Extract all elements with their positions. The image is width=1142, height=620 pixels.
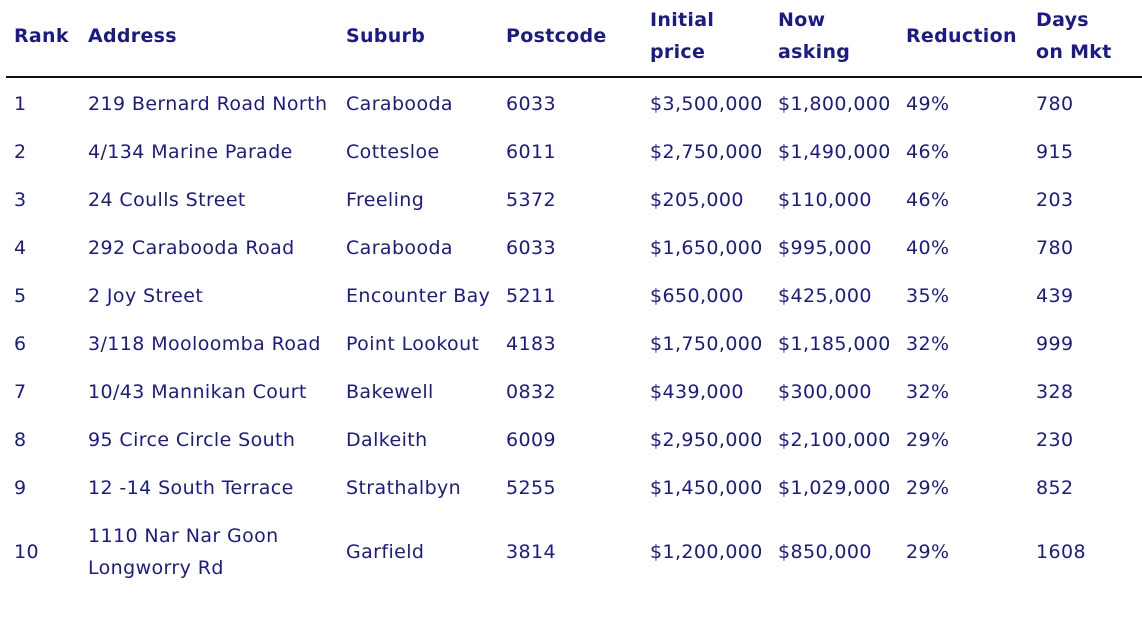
table-row: [6, 176, 1142, 224]
cell-initial-price: $205,000: [650, 189, 744, 211]
header-postcode: Postcode: [498, 0, 642, 77]
cell-initial-price: $1,450,000: [650, 477, 763, 499]
header-row: [6, 0, 1142, 77]
cell-now-asking: $1,800,000: [778, 93, 891, 115]
cell-rank: 3: [14, 189, 27, 211]
cell-reduction: 32%: [906, 333, 950, 355]
cell-days-on-mkt: 999: [1036, 333, 1074, 355]
cell-address: 219 Bernard Road North: [88, 93, 328, 115]
cell-reduction: 29%: [906, 477, 950, 499]
table-header: [6, 0, 1142, 77]
cell-postcode: 6033: [506, 237, 556, 259]
cell-suburb: Dalkeith: [346, 429, 428, 451]
cell-suburb: Strathalbyn: [346, 477, 462, 499]
cell-reduction: 49%: [906, 93, 950, 115]
price-reductions-table: [6, 0, 1142, 592]
cell-days-on-mkt: 915: [1036, 141, 1074, 163]
cell-initial-price: $2,750,000: [650, 141, 763, 163]
header-initial-price: Initial price: [642, 0, 770, 77]
table-row: [6, 416, 1142, 464]
cell-rank: 2: [14, 141, 27, 163]
cell-initial-price: $1,750,000: [650, 333, 763, 355]
cell-rank: 5: [14, 285, 27, 307]
cell-postcode: 4183: [506, 333, 556, 355]
table-row: [6, 128, 1142, 176]
cell-suburb: Carabooda: [346, 93, 453, 115]
cell-days-on-mkt: 439: [1036, 285, 1074, 307]
cell-reduction: 35%: [906, 285, 950, 307]
cell-now-asking: $1,490,000: [778, 141, 891, 163]
cell-days-on-mkt: 230: [1036, 429, 1074, 451]
cell-now-asking: $425,000: [778, 285, 872, 307]
cell-suburb: Garfield: [346, 541, 425, 563]
cell-suburb: Cottesloe: [346, 141, 440, 163]
cell-days-on-mkt: 852: [1036, 477, 1074, 499]
table-row: [6, 272, 1142, 320]
cell-initial-price: $3,500,000: [650, 93, 763, 115]
cell-initial-price: $2,950,000: [650, 429, 763, 451]
cell-days-on-mkt: 328: [1036, 381, 1074, 403]
cell-postcode: 5372: [506, 189, 556, 211]
table-row: [6, 77, 1142, 128]
header-address: Address: [80, 0, 338, 77]
cell-address: 10/43 Mannikan Court: [88, 381, 307, 403]
cell-rank: 4: [14, 237, 27, 259]
header-reduction: Reduction: [898, 0, 1028, 77]
cell-address: 292 Carabooda Road: [88, 237, 295, 259]
cell-postcode: 3814: [506, 541, 556, 563]
cell-postcode: 5211: [506, 285, 556, 307]
table-row: [6, 224, 1142, 272]
cell-reduction: 29%: [906, 541, 950, 563]
cell-rank: 9: [14, 477, 27, 499]
header-rank: Rank: [6, 0, 80, 77]
cell-suburb: Encounter Bay: [346, 285, 491, 307]
header-days-on-mkt: Days on Mkt: [1028, 0, 1142, 77]
table-row: [6, 512, 1142, 592]
cell-initial-price: $650,000: [650, 285, 744, 307]
cell-days-on-mkt: 203: [1036, 189, 1074, 211]
cell-reduction: 46%: [906, 141, 950, 163]
cell-suburb: Point Lookout: [346, 333, 480, 355]
cell-address: 12 -14 South Terrace: [88, 477, 294, 499]
cell-now-asking: $995,000: [778, 237, 872, 259]
cell-reduction: 32%: [906, 381, 950, 403]
cell-now-asking: $1,029,000: [778, 477, 891, 499]
table-row: [6, 464, 1142, 512]
cell-days-on-mkt: 780: [1036, 237, 1074, 259]
cell-reduction: 40%: [906, 237, 950, 259]
table-row: [6, 320, 1142, 368]
cell-suburb: Carabooda: [346, 237, 453, 259]
cell-reduction: 29%: [906, 429, 950, 451]
cell-address: 95 Circe Circle South: [88, 429, 296, 451]
cell-suburb: Freeling: [346, 189, 425, 211]
cell-now-asking: $850,000: [778, 541, 872, 563]
cell-rank: 10: [14, 541, 39, 563]
cell-reduction: 46%: [906, 189, 950, 211]
cell-postcode: 6009: [506, 429, 556, 451]
header-suburb: Suburb: [338, 0, 498, 77]
header-now-asking: Now asking: [770, 0, 898, 77]
cell-rank: 8: [14, 429, 27, 451]
cell-now-asking: $110,000: [778, 189, 872, 211]
table-body: [6, 77, 1142, 592]
cell-rank: 6: [14, 333, 27, 355]
cell-postcode: 6033: [506, 93, 556, 115]
cell-initial-price: $439,000: [650, 381, 744, 403]
cell-address: 2 Joy Street: [88, 285, 204, 307]
cell-initial-price: $1,200,000: [650, 541, 763, 563]
cell-now-asking: $1,185,000: [778, 333, 891, 355]
cell-initial-price: $1,650,000: [650, 237, 763, 259]
cell-suburb: Bakewell: [346, 381, 434, 403]
cell-rank: 7: [14, 381, 27, 403]
cell-address: 4/134 Marine Parade: [88, 141, 293, 163]
cell-days-on-mkt: 780: [1036, 93, 1074, 115]
table-row: [6, 368, 1142, 416]
cell-address: 1110 Nar Nar Goon Longworry Rd: [88, 525, 279, 579]
cell-address: 3/118 Mooloomba Road: [88, 333, 321, 355]
cell-postcode: 0832: [506, 381, 556, 403]
cell-now-asking: $300,000: [778, 381, 872, 403]
cell-postcode: 5255: [506, 477, 556, 499]
cell-postcode: 6011: [506, 141, 556, 163]
cell-days-on-mkt: 1608: [1036, 541, 1086, 563]
cell-now-asking: $2,100,000: [778, 429, 891, 451]
cell-rank: 1: [14, 93, 27, 115]
cell-address: 24 Coulls Street: [88, 189, 246, 211]
